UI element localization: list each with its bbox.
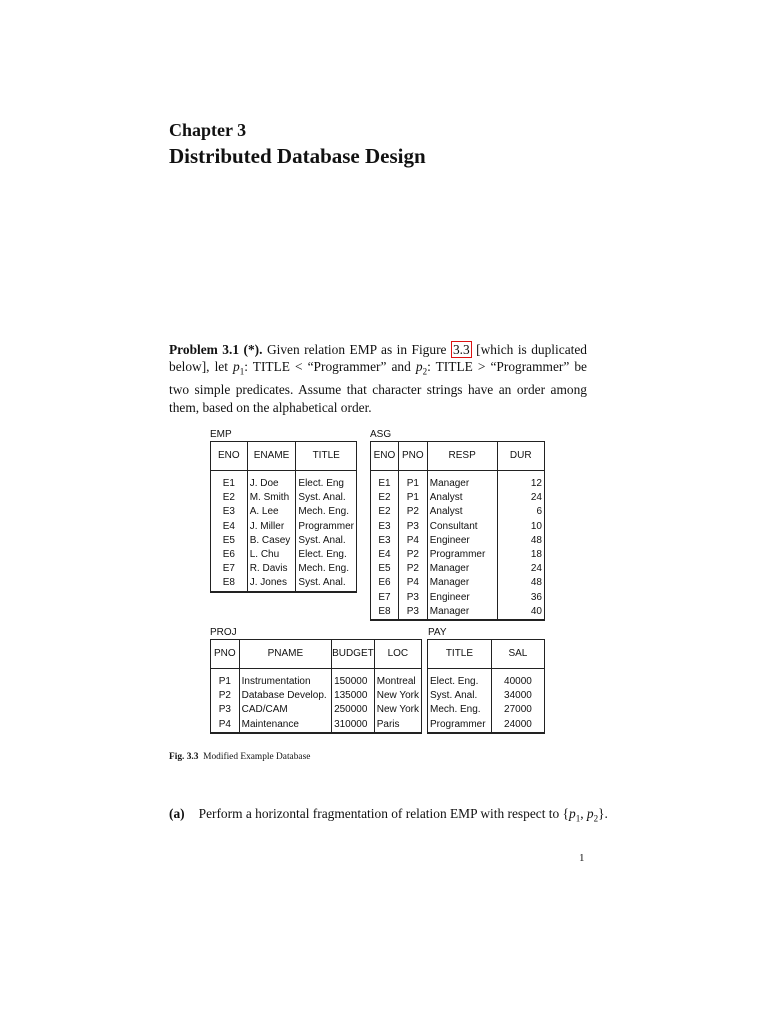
emp-table bbox=[210, 441, 357, 593]
emp-row bbox=[211, 491, 357, 505]
asg-cell: E8 bbox=[371, 605, 399, 620]
pay-cell: 27000 bbox=[504, 704, 532, 716]
emp-cell: J. Jones bbox=[247, 576, 296, 591]
emp-body bbox=[211, 471, 357, 592]
asg-cell: E7 bbox=[371, 591, 399, 605]
asg-cell: 36 bbox=[530, 591, 542, 603]
asg-row bbox=[371, 520, 545, 534]
proj-cell: 135000 bbox=[332, 689, 375, 703]
emp-cell: L. Chu bbox=[247, 548, 296, 562]
asg-row bbox=[371, 548, 545, 562]
asg-cell: 10 bbox=[530, 520, 542, 532]
asg-cell: Engineer bbox=[427, 591, 497, 605]
asg-cell: P3 bbox=[398, 520, 427, 534]
emp-row bbox=[211, 520, 357, 534]
proj-header-cell: LOC bbox=[374, 640, 421, 669]
asg-body bbox=[371, 471, 545, 621]
asg-cell: Engineer bbox=[427, 534, 497, 548]
proj-header-row bbox=[211, 640, 422, 669]
asg-row bbox=[371, 477, 545, 491]
predicate-p1-subscript: 1 bbox=[239, 366, 245, 377]
proj-cell: Paris bbox=[376, 718, 400, 730]
proj-header-cell: BUDGET bbox=[332, 640, 375, 669]
emp-cell: J. Doe bbox=[247, 477, 296, 491]
emp-cell: B. Casey bbox=[247, 534, 296, 548]
emp-cell: E5 bbox=[211, 534, 248, 548]
asg-row bbox=[371, 491, 545, 505]
asg-table bbox=[370, 441, 545, 621]
proj-cell: 150000 bbox=[332, 675, 375, 689]
part-a-p1: p bbox=[568, 806, 576, 821]
emp-cell: Syst. Anal. bbox=[298, 577, 346, 589]
pay-cell: 24000 bbox=[504, 718, 532, 730]
part-a-end: }. bbox=[598, 806, 608, 821]
proj-body bbox=[211, 669, 422, 733]
figure-reference-link[interactable]: 3.3 bbox=[452, 342, 470, 357]
asg-cell: E2 bbox=[371, 491, 399, 505]
pay-cell: Mech. Eng. bbox=[428, 703, 492, 717]
part-a bbox=[169, 806, 608, 824]
pay-cell: Programmer bbox=[428, 718, 492, 733]
predicate-p1: p bbox=[233, 359, 240, 375]
emp-cell: E6 bbox=[211, 548, 248, 562]
predicate-p2-subscript: 2 bbox=[422, 366, 428, 377]
pay-header-cell: SAL bbox=[491, 640, 544, 669]
asg-cell: E4 bbox=[371, 548, 399, 562]
proj-cell: Montreal bbox=[376, 676, 416, 687]
asg-row bbox=[371, 576, 545, 590]
emp-row bbox=[211, 548, 357, 562]
proj-cell: Database Develop. bbox=[239, 689, 331, 703]
figure-caption bbox=[169, 752, 310, 762]
emp-header-cell: ENO bbox=[211, 442, 248, 471]
emp-cell: A. Lee bbox=[247, 505, 296, 519]
proj-row bbox=[211, 689, 422, 703]
problem-label: Problem 3.1 (*). bbox=[169, 342, 263, 357]
asg-cell: 12 bbox=[530, 478, 542, 489]
emp-cell: R. Davis bbox=[247, 562, 296, 576]
proj-cell: P3 bbox=[211, 703, 240, 717]
asg-cell: P1 bbox=[398, 491, 427, 505]
proj-cell: P4 bbox=[211, 718, 240, 733]
figure-caption-text: Modified Example Database bbox=[203, 752, 311, 762]
part-a-text: Perform a horizontal fragmentation of relation EMP with respect to { bbox=[198, 806, 569, 821]
proj-cell: Maintenance bbox=[239, 718, 331, 733]
predicate-p2: p bbox=[415, 359, 423, 375]
proj-cell: CAD/CAM bbox=[239, 703, 331, 717]
asg-row bbox=[371, 605, 545, 620]
asg-cell: E6 bbox=[371, 576, 399, 590]
emp-cell: E1 bbox=[211, 477, 248, 491]
chapter-label: Chapter 3 bbox=[169, 120, 247, 140]
emp-header-cell: ENAME bbox=[247, 442, 296, 471]
asg-cell: P4 bbox=[398, 534, 427, 548]
proj-table-label: PROJ bbox=[210, 627, 237, 638]
proj-cell: P1 bbox=[211, 675, 240, 689]
proj-cell: New York bbox=[376, 704, 419, 716]
emp-cell: E4 bbox=[211, 520, 248, 534]
asg-header-cell: DUR bbox=[497, 442, 544, 471]
asg-cell: P4 bbox=[398, 576, 427, 590]
asg-cell: E5 bbox=[371, 562, 399, 576]
asg-row bbox=[371, 505, 545, 519]
asg-cell: P2 bbox=[398, 548, 427, 562]
emp-header-row bbox=[211, 442, 357, 471]
pay-body bbox=[428, 669, 545, 733]
emp-cell: E8 bbox=[211, 576, 248, 591]
chapter-title: Distributed Database Design bbox=[169, 144, 426, 168]
pay-cell: 40000 bbox=[504, 676, 532, 687]
page-number: 1 bbox=[579, 852, 585, 864]
emp-row bbox=[211, 562, 357, 576]
proj-table bbox=[210, 639, 422, 734]
asg-cell: Manager bbox=[427, 477, 497, 491]
asg-cell: 18 bbox=[530, 549, 542, 561]
emp-cell: Mech. Eng. bbox=[298, 506, 349, 518]
asg-header-cell: RESP bbox=[427, 442, 497, 471]
emp-cell: Syst. Anal. bbox=[298, 492, 346, 504]
asg-cell: P2 bbox=[398, 505, 427, 519]
emp-cell: E3 bbox=[211, 505, 248, 519]
asg-cell: Programmer bbox=[427, 548, 497, 562]
part-a-label: (a) bbox=[169, 806, 185, 821]
pay-table bbox=[427, 639, 545, 734]
asg-cell: Manager bbox=[427, 576, 497, 590]
emp-row bbox=[211, 534, 357, 548]
part-a-sep: , bbox=[580, 806, 587, 821]
problem-text-3: : TITLE < “Programmer” and bbox=[244, 359, 416, 375]
proj-cell: New York bbox=[376, 690, 419, 702]
pay-cell: Syst. Anal. bbox=[428, 689, 492, 703]
asg-cell: 24 bbox=[530, 492, 542, 504]
asg-header-cell: PNO bbox=[398, 442, 427, 471]
pay-header-row bbox=[428, 640, 545, 669]
proj-row bbox=[211, 718, 422, 733]
emp-header-cell: TITLE bbox=[296, 442, 357, 471]
part-a-p2-subscript: 2 bbox=[593, 813, 599, 824]
pay-cell: 34000 bbox=[504, 690, 532, 702]
emp-row bbox=[211, 477, 357, 491]
emp-cell: J. Miller bbox=[247, 520, 296, 534]
asg-cell: 48 bbox=[530, 534, 542, 546]
asg-cell: E3 bbox=[371, 520, 399, 534]
pay-header-cell: TITLE bbox=[428, 640, 492, 669]
asg-cell: Analyst bbox=[427, 491, 497, 505]
figure-label: Fig. 3.3 bbox=[169, 752, 199, 762]
pay-cell: Elect. Eng. bbox=[428, 675, 492, 689]
proj-cell: P2 bbox=[211, 689, 240, 703]
pay-row bbox=[428, 703, 545, 717]
pay-row bbox=[428, 718, 545, 733]
proj-cell: Instrumentation bbox=[239, 675, 331, 689]
asg-cell: P3 bbox=[398, 605, 427, 620]
emp-table-label: EMP bbox=[210, 429, 232, 440]
asg-cell: E3 bbox=[371, 534, 399, 548]
emp-cell: Elect. Eng. bbox=[298, 549, 347, 561]
proj-header-cell: PNAME bbox=[239, 640, 331, 669]
emp-cell: Mech. Eng. bbox=[298, 563, 349, 575]
asg-cell: 40 bbox=[530, 605, 542, 617]
proj-row bbox=[211, 675, 422, 689]
emp-cell: M. Smith bbox=[247, 491, 296, 505]
proj-row bbox=[211, 703, 422, 717]
emp-cell: Programmer bbox=[298, 520, 354, 532]
asg-cell: 48 bbox=[530, 577, 542, 589]
emp-cell: Syst. Anal. bbox=[298, 534, 346, 546]
asg-cell: P2 bbox=[398, 562, 427, 576]
asg-cell: 6 bbox=[536, 506, 542, 518]
asg-cell: P1 bbox=[398, 477, 427, 491]
asg-cell: E1 bbox=[371, 477, 399, 491]
asg-row bbox=[371, 534, 545, 548]
asg-cell: Analyst bbox=[427, 505, 497, 519]
asg-cell: E2 bbox=[371, 505, 399, 519]
part-a-p1-subscript: 1 bbox=[575, 813, 581, 824]
proj-cell: 310000 bbox=[332, 718, 375, 733]
asg-cell: Manager bbox=[427, 562, 497, 576]
asg-cell: P3 bbox=[398, 591, 427, 605]
problem-text-4: : TITLE > “Programmer” be two simple predicates. Assume that character strings have an order among them, based on the alphabetical order. bbox=[169, 359, 587, 415]
asg-table-label: ASG bbox=[370, 429, 392, 440]
pay-row bbox=[428, 689, 545, 703]
proj-header-cell: PNO bbox=[211, 640, 240, 669]
asg-header-row bbox=[371, 442, 545, 471]
asg-cell: Manager bbox=[427, 605, 497, 620]
asg-header-cell: ENO bbox=[371, 442, 399, 471]
pay-row bbox=[428, 675, 545, 689]
proj-cell: 250000 bbox=[332, 703, 375, 717]
problem-statement bbox=[169, 341, 587, 416]
asg-cell: 24 bbox=[530, 563, 542, 575]
asg-row bbox=[371, 562, 545, 576]
emp-row bbox=[211, 505, 357, 519]
emp-row bbox=[211, 576, 357, 591]
problem-text-1: Given relation EMP as in Figure bbox=[262, 342, 451, 357]
emp-cell: E7 bbox=[211, 562, 248, 576]
emp-cell: Elect. Eng bbox=[298, 478, 344, 489]
problem-text-2: [which is duplicated below], let bbox=[169, 342, 587, 375]
pay-table-label: PAY bbox=[428, 627, 447, 638]
asg-cell: Consultant bbox=[427, 520, 497, 534]
asg-row bbox=[371, 591, 545, 605]
emp-cell: E2 bbox=[211, 491, 248, 505]
part-a-p2: p bbox=[586, 806, 594, 821]
